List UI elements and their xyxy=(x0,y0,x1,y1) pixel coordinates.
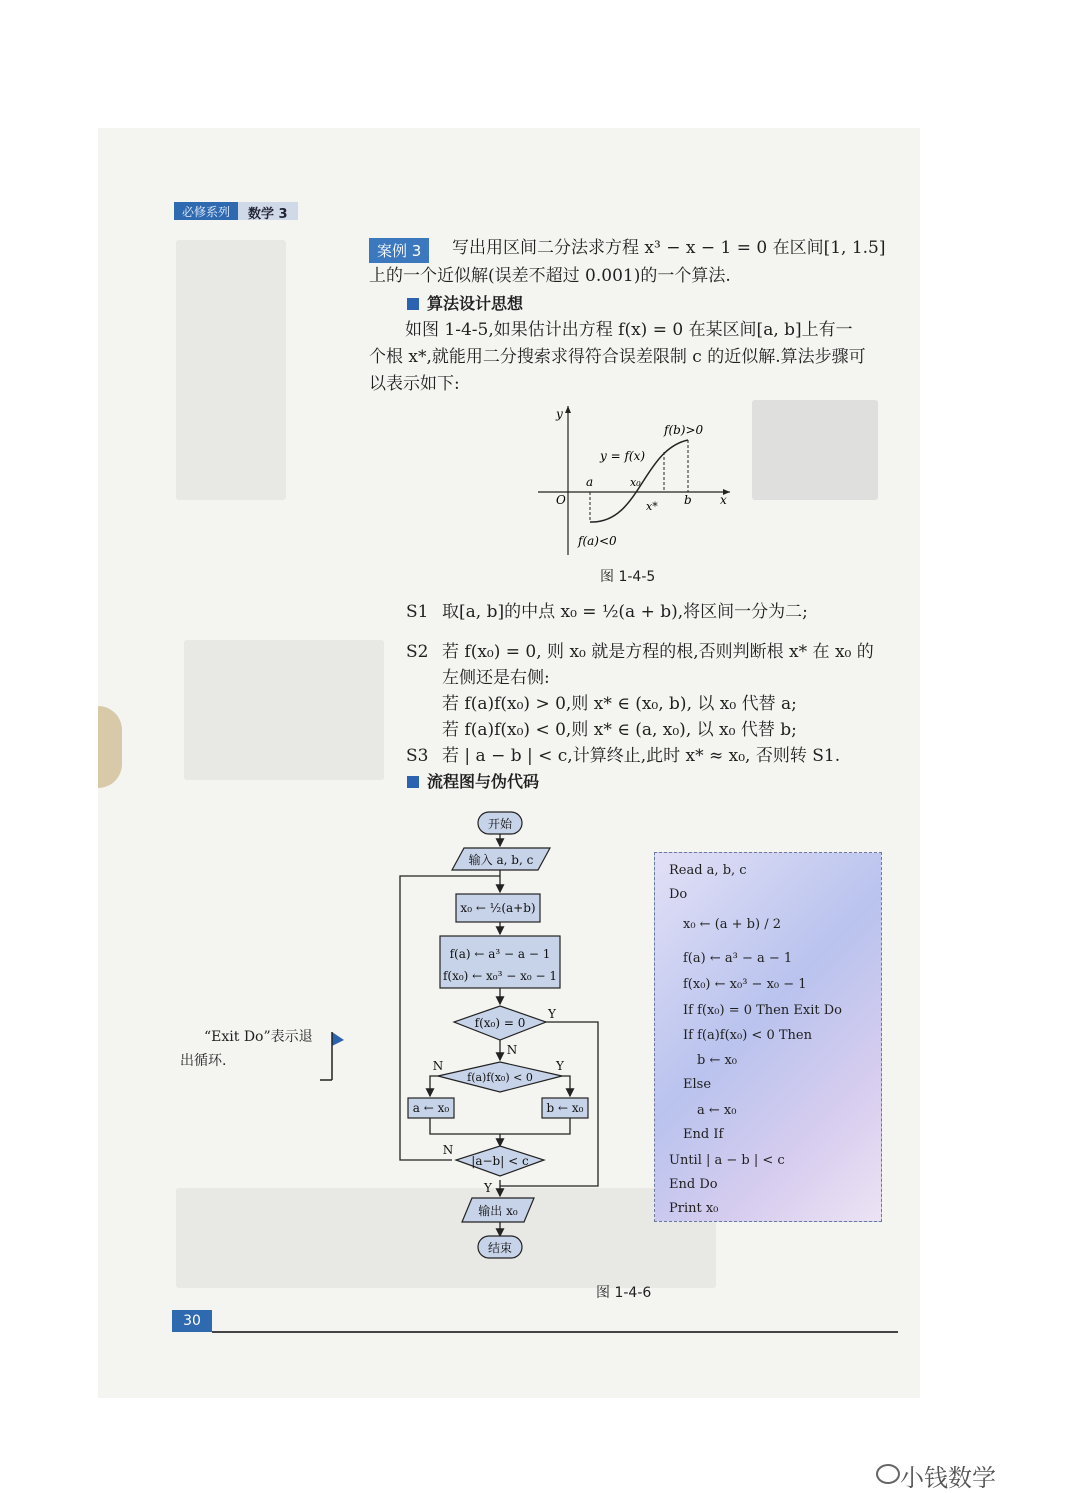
code-line: f(x₀) ← x₀³ − x₀ − 1 xyxy=(683,977,807,992)
section-heading-design: 算法设计思想 xyxy=(407,296,523,312)
page-number: 30 xyxy=(172,1310,212,1332)
series-label: 必修系列 xyxy=(174,202,238,220)
design-para-line3: 以表示如下: xyxy=(369,374,460,394)
step-s2-text: 若 f(x₀) = 0, 则 x₀ 就是方程的根,否则判断根 x* 在 x₀ 的 xyxy=(442,642,874,662)
footer-rule xyxy=(212,1331,898,1333)
bleed-through xyxy=(752,400,878,500)
svg-text:f(x₀) = 0: f(x₀) = 0 xyxy=(474,1016,526,1030)
code-line: b ← x₀ xyxy=(697,1053,738,1068)
step-s3-text: 若 | a − b | < c,计算终止,此时 x* ≈ x₀, 否则转 S1. xyxy=(442,746,841,766)
step-s1-tag: S1 xyxy=(406,602,429,622)
code-line: Else xyxy=(683,1077,712,1092)
function-graph xyxy=(530,400,740,560)
svg-text:f(a) ← a³ − a − 1: f(a) ← a³ − a − 1 xyxy=(449,947,551,961)
svg-text:a ← x₀: a ← x₀ xyxy=(412,1101,450,1115)
step-s1-text: 取[a, b]的中点 x₀ = ½(a + b),将区间一分为二; xyxy=(442,602,808,622)
svg-text:y: y xyxy=(556,407,563,421)
svg-text:Y: Y xyxy=(548,1007,556,1021)
case-text-line1: 写出用区间二分法求方程 x³ − x − 1 = 0 在区间[1, 1.5] xyxy=(452,238,886,258)
figure-caption-1: 图 1-4-5 xyxy=(600,569,656,585)
flag-icon xyxy=(318,1030,348,1084)
wechat-icon xyxy=(876,1464,900,1484)
svg-text:a: a xyxy=(586,475,594,489)
code-line: Read a, b, c xyxy=(669,863,747,878)
svg-text:x₀ ← ½(a+b): x₀ ← ½(a+b) xyxy=(460,901,536,915)
svg-text:N: N xyxy=(506,1043,518,1057)
code-line: If f(a)f(x₀) < 0 Then xyxy=(683,1028,812,1043)
svg-text:x*: x* xyxy=(646,500,658,513)
flowchart xyxy=(392,808,612,1268)
svg-text:b ← x₀: b ← x₀ xyxy=(546,1101,584,1115)
code-line: Print x₀ xyxy=(669,1201,719,1216)
svg-text:N: N xyxy=(442,1143,454,1157)
svg-text:f(a)f(x₀) < 0: f(a)f(x₀) < 0 xyxy=(467,1071,533,1084)
svg-text:x₀: x₀ xyxy=(630,476,641,489)
svg-text:输出 x₀: 输出 x₀ xyxy=(478,1204,518,1218)
square-bullet-icon xyxy=(407,776,419,788)
svg-text:y = f(x): y = f(x) xyxy=(600,449,646,463)
figure-caption-2: 图 1-4-6 xyxy=(596,1285,652,1301)
bleed-through xyxy=(176,240,286,500)
svg-text:Y: Y xyxy=(484,1181,492,1195)
code-line: End Do xyxy=(669,1177,718,1192)
square-bullet-icon xyxy=(407,298,419,310)
svg-text:f(b)>0: f(b)>0 xyxy=(664,423,704,437)
svg-text:b: b xyxy=(684,493,692,507)
watermark: 小钱数学 xyxy=(900,1464,996,1492)
code-line: Until | a − b | < c xyxy=(669,1153,785,1168)
code-line: a ← x₀ xyxy=(697,1103,737,1118)
svg-text:|a−b| < c: |a−b| < c xyxy=(471,1154,529,1168)
page-tab xyxy=(98,706,122,788)
step-s2-tag: S2 xyxy=(406,642,429,662)
step-s3-tag: S3 xyxy=(406,746,429,766)
svg-text:Y: Y xyxy=(556,1059,564,1073)
svg-text:结束: 结束 xyxy=(487,1241,513,1255)
code-line: x₀ ← (a + b) / 2 xyxy=(683,917,781,932)
section-heading-flowchart: 流程图与伪代码 xyxy=(407,774,539,790)
svg-text:f(x₀) ← x₀³ − x₀ − 1: f(x₀) ← x₀³ − x₀ − 1 xyxy=(442,969,558,983)
design-para-line1: 如图 1-4-5,如果估计出方程 f(x) = 0 在某区间[a, b]上有一 xyxy=(405,320,853,340)
pseudocode-panel xyxy=(654,852,882,1222)
bleed-through xyxy=(184,640,384,780)
side-note-line2: 出循环. xyxy=(180,1053,227,1069)
case-label: 案例 3 xyxy=(369,238,429,263)
side-note-line1: “Exit Do”表示退 xyxy=(204,1029,313,1045)
svg-text:f(a)<0: f(a)<0 xyxy=(578,534,617,548)
step-s2-line2: 左侧还是右侧: xyxy=(442,668,550,688)
svg-text:输入 a, b, c: 输入 a, b, c xyxy=(468,853,534,867)
case-text-line2: 上的一个近似解(误差不超过 0.001)的一个算法. xyxy=(369,266,731,286)
code-line: If f(x₀) = 0 Then Exit Do xyxy=(683,1003,842,1018)
code-line: f(a) ← a³ − a − 1 xyxy=(683,951,793,966)
svg-text:开始: 开始 xyxy=(487,817,513,831)
svg-text:N: N xyxy=(432,1059,444,1073)
svg-text:O: O xyxy=(556,493,566,507)
design-para-line2: 个根 x*,就能用二分搜索求得符合误差限制 c 的近似解.算法步骤可 xyxy=(369,347,866,367)
step-s2-case2: 若 f(a)f(x₀) < 0,则 x* ∈ (a, x₀), 以 x₀ 代替 b; xyxy=(442,720,797,740)
step-s2-case1: 若 f(a)f(x₀) > 0,则 x* ∈ (x₀, b), 以 x₀ 代替 a; xyxy=(442,694,797,714)
running-header xyxy=(174,202,298,220)
code-line: End If xyxy=(683,1127,724,1142)
svg-text:x: x xyxy=(720,493,727,507)
subject-label: 数学 3 xyxy=(238,202,298,220)
code-line: Do xyxy=(669,887,688,902)
